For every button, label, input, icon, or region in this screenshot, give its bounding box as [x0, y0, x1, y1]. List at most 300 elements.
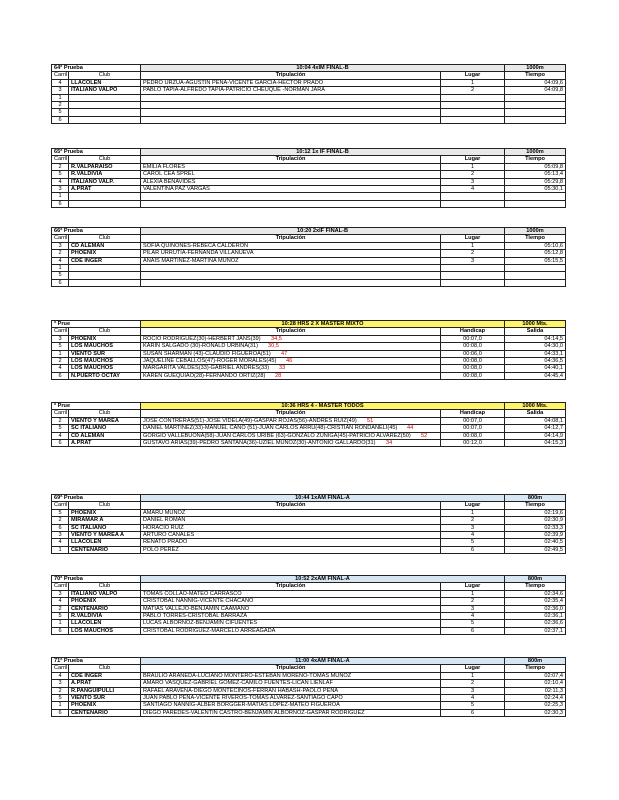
club-cell: ITALIANO VALP.: [69, 178, 141, 185]
time-cell: 04:40,1: [505, 365, 566, 372]
lane-cell: 2: [52, 687, 69, 694]
col-header-place: Handicap: [441, 328, 505, 335]
lane-cell: 1: [52, 94, 69, 101]
table-row: [52, 425, 566, 432]
lane-cell: 6: [52, 709, 69, 716]
col-header-lane: Carril: [52, 583, 69, 590]
lane-cell: 5: [52, 509, 69, 516]
heat-number: ª Prue: [52, 321, 141, 328]
col-header-crew: Tripulación: [141, 328, 441, 335]
col-header-lane: Carril: [52, 72, 69, 79]
col-header-place: Handicap: [441, 410, 505, 417]
lane-cell: 1: [52, 193, 69, 200]
place-cell: 3: [441, 605, 505, 612]
time-cell: 02:30,9: [505, 517, 566, 524]
crew-cell: [141, 279, 441, 286]
crew-cell: [141, 335, 441, 342]
time-cell: 04:14,9: [505, 432, 566, 439]
table-row: [52, 702, 566, 709]
club-cell: [69, 279, 141, 286]
lane-cell: 6: [52, 372, 69, 379]
time-cell: [505, 200, 566, 207]
col-header-crew: Tripulación: [141, 665, 441, 672]
crew-text: DANIEL ROMAN: [143, 517, 186, 524]
crew-text: POLO PEREZ: [143, 546, 179, 553]
table-row: [52, 620, 566, 627]
table-row: [52, 598, 566, 605]
crew-text: SOFIA QUIÑONES-REBECA CALDERON: [143, 242, 249, 249]
crew-cell: [141, 672, 441, 679]
lane-cell: 4: [52, 178, 69, 185]
average-age: 34: [386, 439, 393, 446]
place-cell: 3: [441, 524, 505, 531]
place-cell: 4: [441, 612, 505, 619]
time-cell: 02:36,6: [505, 620, 566, 627]
col-header-time: Tiempo: [505, 235, 566, 242]
lane-cell: 5: [52, 612, 69, 619]
average-age: 52: [421, 432, 428, 439]
table-row: [52, 509, 566, 516]
lane-cell: 3: [52, 590, 69, 597]
heat-number: 71ª Prueba: [52, 658, 141, 665]
crew-cell: [141, 163, 441, 170]
lane-cell: 4: [52, 432, 69, 439]
lane-cell: 1: [52, 264, 69, 271]
col-header-place: Lugar: [441, 156, 505, 163]
average-age: 47: [281, 350, 288, 357]
crew-text: CRISTOBAL RODRIGUEZ-MARCELO ARREAGADA: [143, 627, 276, 634]
time-cell: [505, 109, 566, 116]
crew-cell: [141, 264, 441, 271]
lane-cell: 3: [52, 87, 69, 94]
place-cell: 00:08,0: [441, 343, 505, 350]
table-row: [52, 365, 566, 372]
time-cell: 05:30,1: [505, 185, 566, 192]
col-header-time: Tiempo: [505, 583, 566, 590]
club-cell: CENTENARIO: [69, 546, 141, 553]
heat-title: 10:20 2xIF FINAL-B: [141, 228, 505, 235]
club-cell: CDE INGER: [69, 672, 141, 679]
crew-text: RAFAEL ARAVENA-DIEGO MONTECINOS-FERRAN HABASH-PAOLO PEÑA: [143, 687, 339, 694]
crew-text: ROCIO RODRIGUEZ(30)-HERBERT JANS(39): [143, 335, 261, 342]
crew-cell: [141, 509, 441, 516]
crew-text: MARGARITA VALDES(33)-GABRIEL ANDRES(33): [143, 365, 270, 372]
club-cell: R.VALDIVIA: [69, 171, 141, 178]
crew-cell: [141, 524, 441, 531]
table-row: [52, 171, 566, 178]
lane-cell: 4: [52, 365, 69, 372]
club-cell: [69, 116, 141, 123]
time-cell: [505, 116, 566, 123]
crew-text: VALENTINA PAZ VARGAS: [143, 186, 210, 193]
time-cell: 02:07,4: [505, 672, 566, 679]
col-header-crew: Tripulación: [141, 156, 441, 163]
club-cell: A.PRAT: [69, 439, 141, 446]
crew-text: PEDRO URZUA-AGUSTIN PEÑA-VICENTE GARCIA-HECTOR PRADO: [143, 79, 324, 86]
crew-cell: [141, 432, 441, 439]
heat-number: 69ª Prueba: [52, 495, 141, 502]
average-age: 44: [407, 425, 414, 432]
table-row: [52, 343, 566, 350]
club-cell: A.PRAT: [69, 680, 141, 687]
place-cell: 2: [441, 680, 505, 687]
heat-number: 70ª Prueba: [52, 576, 141, 583]
crew-text: CAROL CEA SPREL: [143, 171, 195, 178]
table-row: [52, 531, 566, 538]
lane-cell: 5: [52, 171, 69, 178]
time-cell: 04:14,5: [505, 335, 566, 342]
crew-text: KARIN SALGADO (30)-RONALD URBINA(31): [143, 343, 259, 350]
crew-text: AMARU MUÑOZ: [143, 509, 186, 516]
club-cell: LOS MAUCHOS: [69, 627, 141, 634]
crew-cell: [141, 372, 441, 379]
table-row: [52, 680, 566, 687]
place-cell: [441, 116, 505, 123]
col-header-lane: Carril: [52, 410, 69, 417]
lane-cell: 3: [52, 185, 69, 192]
crew-cell: [141, 200, 441, 207]
time-cell: 05:12,8: [505, 250, 566, 257]
col-header-club: Club: [69, 235, 141, 242]
table-row: [52, 101, 566, 108]
time-cell: 05:15,5: [505, 257, 566, 264]
table-row: [52, 546, 566, 553]
crew-cell: [141, 350, 441, 357]
place-cell: 2: [441, 598, 505, 605]
club-cell: SC ITALIANO: [69, 425, 141, 432]
table-row: [52, 178, 566, 185]
club-cell: VIENTO SUR: [69, 694, 141, 701]
heat-number: 65ª Prueba: [52, 149, 141, 156]
col-header-place: Lugar: [441, 583, 505, 590]
table-row: [52, 432, 566, 439]
time-cell: [505, 101, 566, 108]
table-row: [52, 200, 566, 207]
club-cell: MIRAMAR A: [69, 517, 141, 524]
place-cell: 4: [441, 531, 505, 538]
place-cell: 2: [441, 250, 505, 257]
time-cell: [505, 279, 566, 286]
club-cell: PHOENIX: [69, 250, 141, 257]
time-cell: 04:08,1: [505, 417, 566, 424]
club-cell: N.PUERTO OCTAY: [69, 372, 141, 379]
time-cell: 04:09,8: [505, 87, 566, 94]
heat-table-hmaster: [51, 402, 566, 447]
table-row: [52, 109, 566, 116]
lane-cell: 4: [52, 79, 69, 86]
place-cell: 00:08,0: [441, 365, 505, 372]
col-header-club: Club: [69, 502, 141, 509]
heat-title: 10:28 HRS 2 X MASTER MIXTO: [141, 321, 505, 328]
lane-cell: 3: [52, 242, 69, 249]
table-row: [52, 517, 566, 524]
crew-cell: [141, 257, 441, 264]
place-cell: 5: [441, 539, 505, 546]
table-row: [52, 87, 566, 94]
heat-title: 10:12 1x IF FINAL-B: [141, 149, 505, 156]
place-cell: 6: [441, 546, 505, 553]
time-cell: 02:36,0: [505, 605, 566, 612]
crew-text: LUCAS ALBORNOZ-BENJAMIN CIFUENTES: [143, 620, 258, 627]
time-cell: 02:34,6: [505, 590, 566, 597]
club-cell: [69, 200, 141, 207]
time-cell: 05:29,8: [505, 178, 566, 185]
crew-cell: [141, 79, 441, 86]
col-header-crew: Tripulación: [141, 502, 441, 509]
club-cell: LLACOLEN: [69, 539, 141, 546]
place-cell: 5: [441, 620, 505, 627]
lane-cell: 2: [52, 517, 69, 524]
table-row: [52, 694, 566, 701]
col-header-club: Club: [69, 665, 141, 672]
time-cell: 02:49,5: [505, 546, 566, 553]
crew-cell: [141, 272, 441, 279]
lane-cell: 3: [52, 531, 69, 538]
club-cell: VIENTO SUR: [69, 350, 141, 357]
place-cell: 1: [441, 242, 505, 249]
heat-table-h65: [51, 148, 566, 208]
average-age: 46: [286, 357, 293, 364]
club-cell: CENTENARIO: [69, 605, 141, 612]
lane-cell: 4: [52, 672, 69, 679]
crew-text: ANAIS MARTINEZ-MARTINA MUÑOZ: [143, 257, 239, 264]
heat-distance: 1000 Mts.: [505, 403, 566, 410]
table-row: [52, 350, 566, 357]
lane-cell: 5: [52, 343, 69, 350]
place-cell: 00:07,0: [441, 335, 505, 342]
crew-text: ALEXIA BENAVIDES: [143, 178, 196, 185]
heat-distance: 800m: [505, 658, 566, 665]
club-cell: VIENTO Y MAREA: [69, 417, 141, 424]
crew-cell: [141, 620, 441, 627]
place-cell: [441, 264, 505, 271]
time-cell: [505, 193, 566, 200]
table-row: [52, 272, 566, 279]
crew-cell: [141, 109, 441, 116]
crew-cell: [141, 242, 441, 249]
table-row: [52, 439, 566, 446]
heat-number: 66ª Prueba: [52, 228, 141, 235]
table-row: [52, 372, 566, 379]
crew-cell: [141, 612, 441, 619]
crew-cell: [141, 546, 441, 553]
time-cell: 04:30,0: [505, 343, 566, 350]
club-cell: PHOENIX: [69, 335, 141, 342]
club-cell: VIENTO Y MAREA A: [69, 531, 141, 538]
col-header-lane: Carril: [52, 235, 69, 242]
lane-cell: 3: [52, 335, 69, 342]
table-row: [52, 335, 566, 342]
crew-text: JAQUELINE CEBALLOS(47)-ROGER MORALES(45): [143, 358, 277, 365]
lane-cell: 1: [52, 546, 69, 553]
crew-text: AMARO VASQUEZ-GABRIEL GOMEZ-CAMILO FUENTES-LICAN LIENLAF: [143, 680, 333, 687]
crew-cell: [141, 680, 441, 687]
col-header-place: Lugar: [441, 665, 505, 672]
place-cell: 2: [441, 171, 505, 178]
table-row: [52, 357, 566, 364]
time-cell: 05:10,6: [505, 242, 566, 249]
col-header-club: Club: [69, 583, 141, 590]
time-cell: 02:25,3: [505, 702, 566, 709]
table-row: [52, 627, 566, 634]
club-cell: LLACOLEN: [69, 79, 141, 86]
crew-text: PABLO TORRES-CRISTOBAL BARRAZA: [143, 613, 248, 620]
table-row: [52, 79, 566, 86]
col-header-club: Club: [69, 72, 141, 79]
crew-cell: [141, 417, 441, 424]
crew-text: DIEGO PAREDES-VALENTIN CASTRO-BENJAMIN ALBORNOZ-GASPAR RODRIGUEZ: [143, 709, 365, 716]
club-cell: R.VALPARAISO: [69, 163, 141, 170]
heat-distance: 800m: [505, 576, 566, 583]
crew-cell: [141, 357, 441, 364]
heat-table-h70: [51, 575, 566, 635]
table-row: [52, 163, 566, 170]
crew-cell: [141, 702, 441, 709]
time-cell: 02:19,6: [505, 509, 566, 516]
lane-cell: 2: [52, 357, 69, 364]
club-cell: LLACOLEN: [69, 620, 141, 627]
crew-cell: [141, 598, 441, 605]
lane-cell: 2: [52, 417, 69, 424]
lane-cell: 6: [52, 524, 69, 531]
lane-cell: 4: [52, 257, 69, 264]
crew-cell: [141, 531, 441, 538]
time-cell: [505, 272, 566, 279]
crew-text: PILAR URRUTIA-FERNANDA VILLANUEVA: [143, 250, 254, 257]
col-header-time: Tiempo: [505, 156, 566, 163]
place-cell: 2: [441, 87, 505, 94]
lane-cell: 5: [52, 694, 69, 701]
crew-text: JOSE CONTRERAS(51)-JOSE VIDELA(49)-GASPAR ROJAS(56)-ANDRES RUIZ(49): [143, 417, 357, 424]
time-cell: 02:33,3: [505, 524, 566, 531]
table-row: [52, 279, 566, 286]
crew-text: GUSTAVO ARIAS(39)-PEDRO SANTANA(36)-UZIEL MUÑOZ(30)-ANTONIO GALLARDO(31): [143, 440, 376, 447]
average-age: 33: [279, 365, 286, 372]
col-header-time: Tiempo: [505, 72, 566, 79]
lane-cell: 5: [52, 272, 69, 279]
crew-cell: [141, 171, 441, 178]
crew-cell: [141, 687, 441, 694]
table-row: [52, 193, 566, 200]
crew-text: SUSAN SHARMAN (43)-CLAUDIO FIGUEROA(51): [143, 350, 271, 357]
col-header-place: Lugar: [441, 72, 505, 79]
club-cell: [69, 272, 141, 279]
heat-table-hmix: [51, 320, 566, 380]
table-row: [52, 672, 566, 679]
place-cell: 00:07,0: [441, 425, 505, 432]
time-cell: 04:15,3: [505, 439, 566, 446]
crew-text: BRAULIO ARANEDA-LUCIANO MONTERO-ESTEBAN MORENO-TOMAS MUÑOZ: [143, 672, 352, 679]
crew-cell: [141, 87, 441, 94]
place-cell: 00:06,0: [441, 350, 505, 357]
crew-cell: [141, 250, 441, 257]
place-cell: [441, 94, 505, 101]
crew-cell: [141, 425, 441, 432]
heat-distance: 1000m: [505, 149, 566, 156]
lane-cell: 5: [52, 109, 69, 116]
crew-text: PABLO TAPIA-ALFREDO TAPIA-PATRICIO CHEUQUE -NORMAN JARA: [143, 87, 326, 94]
place-cell: [441, 101, 505, 108]
place-cell: [441, 109, 505, 116]
table-row: [52, 687, 566, 694]
table-row: [52, 539, 566, 546]
crew-text: EMILIA FLORES: [143, 163, 185, 170]
club-cell: R.PANGUIPULLI: [69, 687, 141, 694]
club-cell: [69, 101, 141, 108]
col-header-lane: Carril: [52, 156, 69, 163]
table-row: [52, 524, 566, 531]
table-row: [52, 250, 566, 257]
crew-cell: [141, 605, 441, 612]
club-cell: ITALIANO VALPO: [69, 590, 141, 597]
crew-text: DANIEL MARTINEZ(33)-MANUEL CANO (51)-JUAN CARLOS ARRU(48)-CRISTIAN RONDANELI(45): [143, 425, 398, 432]
col-header-crew: Tripulación: [141, 410, 441, 417]
crew-cell: [141, 116, 441, 123]
col-header-lane: Carril: [52, 665, 69, 672]
crew-text: ARTURO CANALES: [143, 532, 195, 539]
table-row: [52, 417, 566, 424]
average-age: 51: [367, 417, 374, 424]
time-cell: 04:12,7: [505, 425, 566, 432]
heat-number: ª Prue: [52, 403, 141, 410]
crew-cell: [141, 439, 441, 446]
club-cell: LOS MAUCHOS: [69, 343, 141, 350]
table-row: [52, 590, 566, 597]
col-header-club: Club: [69, 410, 141, 417]
place-cell: 00:07,0: [441, 417, 505, 424]
time-cell: 02:37,1: [505, 627, 566, 634]
lane-cell: 1: [52, 620, 69, 627]
table-row: [52, 612, 566, 619]
heat-title: 10:04 4xIM FINAL-B: [141, 65, 505, 72]
club-cell: [69, 109, 141, 116]
place-cell: 5: [441, 702, 505, 709]
average-age: 34,5: [271, 335, 282, 342]
heat-table-h69: [51, 494, 566, 554]
crew-cell: [141, 185, 441, 192]
table-row: [52, 264, 566, 271]
lane-cell: 2: [52, 163, 69, 170]
club-cell: PHOENIX: [69, 702, 141, 709]
club-cell: ITALIANO VALPO: [69, 87, 141, 94]
crew-text: KAREN GUEQUIAO(28)-FERNANDO ORTIZ(28): [143, 372, 266, 379]
crew-cell: [141, 539, 441, 546]
place-cell: [441, 193, 505, 200]
table-row: [52, 709, 566, 716]
place-cell: [441, 279, 505, 286]
club-cell: [69, 264, 141, 271]
place-cell: 4: [441, 694, 505, 701]
heat-table-h71: [51, 657, 566, 717]
club-cell: LOS MAUCHOS: [69, 365, 141, 372]
crew-cell: [141, 590, 441, 597]
club-cell: CENTENARIO: [69, 709, 141, 716]
crew-cell: [141, 343, 441, 350]
place-cell: [441, 272, 505, 279]
place-cell: 2: [441, 517, 505, 524]
time-cell: 02:30,3: [505, 709, 566, 716]
time-cell: 02:35,4: [505, 598, 566, 605]
crew-text: RENATO PRADO: [143, 539, 188, 546]
time-cell: 02:11,3: [505, 687, 566, 694]
col-header-time: Tiempo: [505, 502, 566, 509]
place-cell: 6: [441, 709, 505, 716]
lane-cell: 6: [52, 200, 69, 207]
time-cell: 02:39,9: [505, 531, 566, 538]
heat-title: 11:00 4xAM FINAL-A: [141, 658, 505, 665]
heat-distance: 1000m: [505, 228, 566, 235]
col-header-time: Tiempo: [505, 665, 566, 672]
